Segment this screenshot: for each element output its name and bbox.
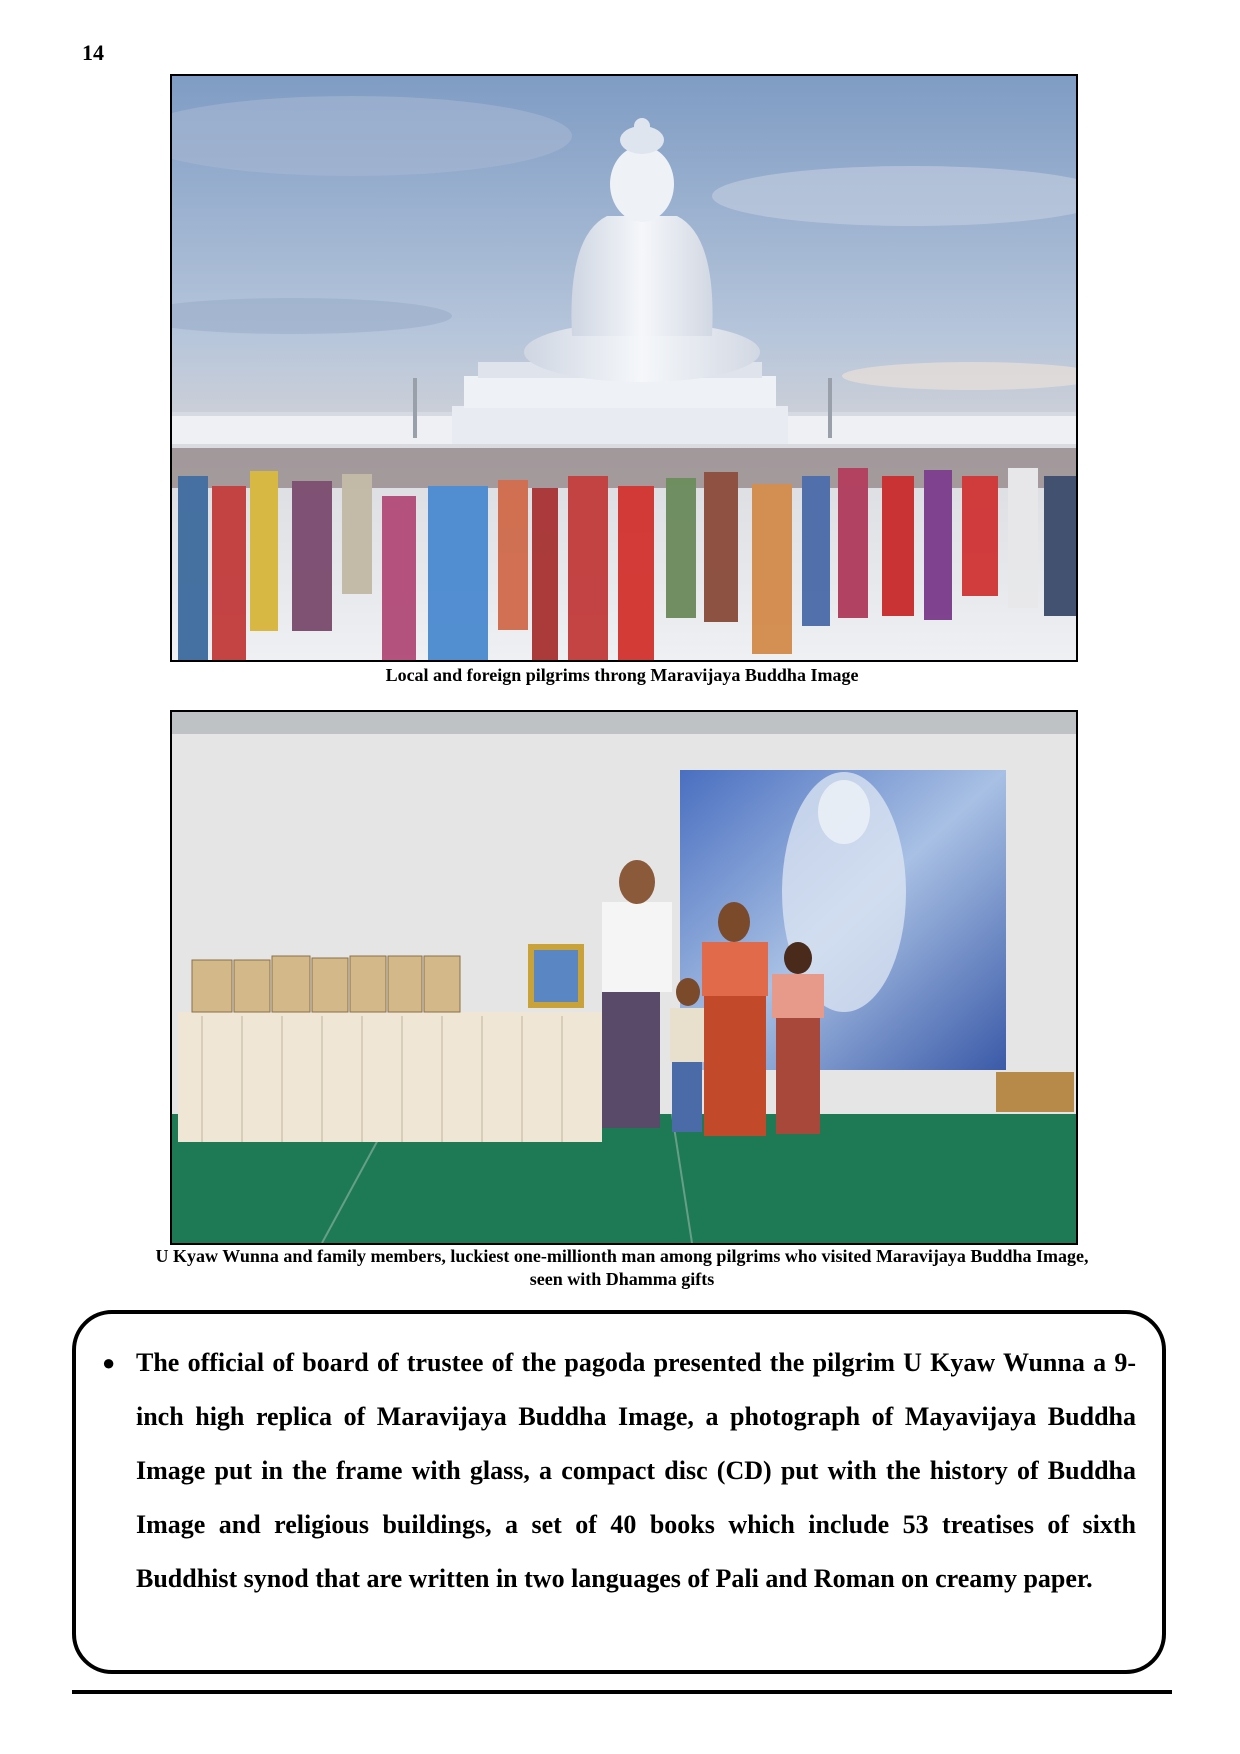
list-item xyxy=(102,1336,1136,1606)
photo-buddha-statue-pilgrims xyxy=(170,74,1078,662)
figure-caption-2: U Kyaw Wunna and family members, luckiest one-millionth man among pilgrims who visited Maravijaya Buddha Image, seen with Dhamma gifts xyxy=(155,1246,1089,1289)
info-box xyxy=(72,1310,1166,1674)
bullet-dot-icon: ● xyxy=(102,1350,116,1375)
bottom-rule xyxy=(72,1690,1172,1694)
photo-family-with-dhamma-gifts xyxy=(170,710,1078,1245)
info-list xyxy=(76,1314,1162,1606)
info-text: The official of board of trustee of the pagoda presented the pilgrim U Kyaw Wunna a 9-inch high replica of Maravijaya Buddha Image, a photograph of Mayavijaya Buddha Image put in the frame with glass, a compact disc (CD) put with the history of Buddha Image and religious buildings, a set of 40 books which include 53 treatises of sixth Buddhist synod that are written in two languages of Pali and Roman on creamy paper. xyxy=(136,1348,1136,1593)
page-number: 14 xyxy=(82,40,104,65)
figure-caption-1: Local and foreign pilgrims throng Maravijaya Buddha Image xyxy=(385,665,859,685)
